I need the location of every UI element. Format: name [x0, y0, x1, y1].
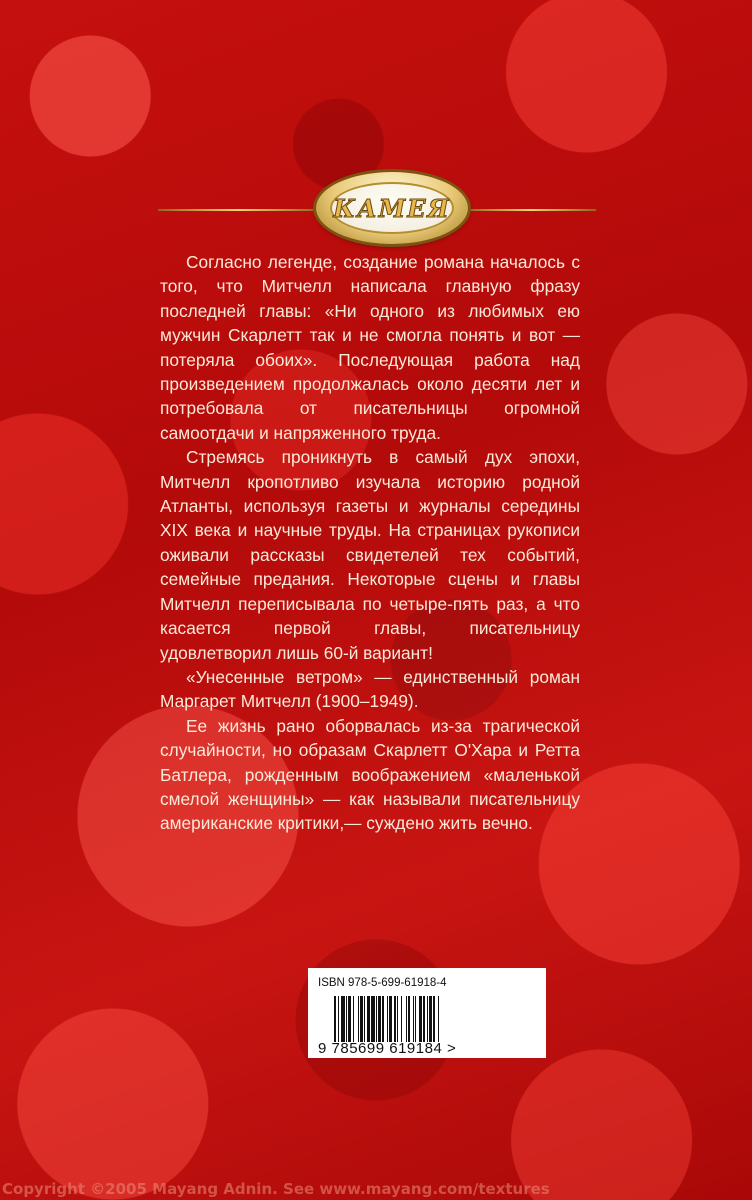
- paragraph-4: Ее жизнь рано оборвалась из-за трагической случайности, но образам Скарлетт О'Хара и Ретта Батлера, рожденным воображением «маленькой смелой женщины» — как называли писательницу американские критики,— суждено жить вечно.: [160, 715, 580, 834]
- paragraph-2: Стремясь проникнуть в самый дух эпохи, Митчелл кропотливо изучала историю родной Атланты, используя газеты и журналы середины XIX века и научные труды. На страницах рукописи оживали рассказы свидетелей тех событий, семейные предания. Некоторые сцены и главы Митчелл переписывала по четыре-пять раз, а что касается первой главы, писательницу удовлетворил лишь 60-й вариант!: [160, 447, 580, 663]
- barcode-bars: [334, 996, 524, 1042]
- watermark: Copyright ©2005 Mayang Adnin. See www.mayang.com/textures: [2, 1180, 550, 1198]
- barcode-bar: [439, 996, 440, 1042]
- barcode-digits: 9 785699 619184 >: [318, 1040, 457, 1057]
- isbn-label: ISBN 978-5-699-61918-4: [318, 977, 447, 989]
- paragraph-1: Согласно легенде, создание романа началось с того, что Митчелл написала главную фразу последней главы: «Ни одного из любимых ею мужчин Скарлетт так и не смогла понять и вот — потеряла обоих». Последующая работа над произведением продолжалась около десяти лет и потребовала от писательницы огромной самоотдачи и напряженного труда.: [160, 252, 580, 443]
- publisher-logo: [316, 172, 468, 244]
- logo-cameo: [330, 182, 454, 234]
- annotation-text: [160, 250, 580, 836]
- barcode-box: [308, 968, 546, 1058]
- logo-line-left: [158, 209, 318, 211]
- logo-line-right: [466, 209, 596, 211]
- logo-text: КАМЕЯ: [333, 193, 451, 223]
- paragraph-3: «Унесенные ветром» — единственный роман Маргарет Митчелл (1900–1949).: [160, 666, 580, 712]
